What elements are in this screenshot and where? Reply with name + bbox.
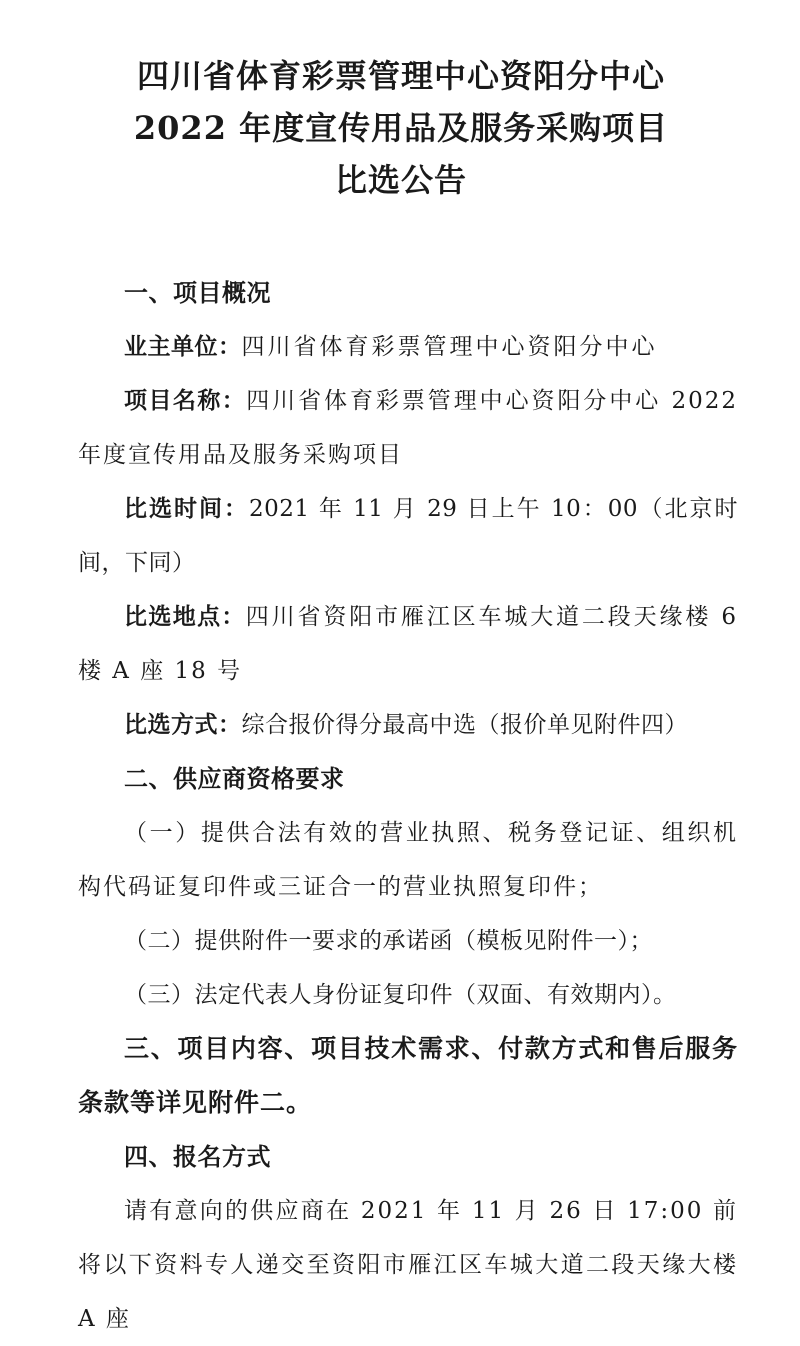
owner-label: 业主单位： xyxy=(124,333,242,360)
method-label: 比选方式： xyxy=(124,711,242,738)
registration-paragraph: 请有意向的供应商在 2021 年 11 月 26 日 17:00 前将以下资料专人递交至资阳市雁江区车城大道二段天缘大楼 A 座 xyxy=(78,1198,738,1332)
owner-value: 四川省体育彩票管理中心资阳分中心 xyxy=(241,334,658,360)
owner-paragraph xyxy=(78,320,738,374)
project-name-value: 四川省体育彩票管理中心资阳分中心 2022 年度宣传用品及服务采购项目 xyxy=(78,388,738,468)
project-name-label: 项目名称： xyxy=(124,387,247,414)
time-label: 比选时间： xyxy=(124,495,250,522)
time-paragraph xyxy=(78,482,738,590)
document-title xyxy=(64,50,738,206)
title-line-3: 比选公告 xyxy=(334,161,467,199)
requirement-item-2: （二）提供附件一要求的承诺函（模板见附件一）； xyxy=(124,928,653,954)
section-1-heading: 一、项目概况 xyxy=(124,278,271,307)
time-value: 2021 年 11 月 29 日上午 10：00（北京时间，下同） xyxy=(78,496,739,576)
place-value: 四川省资阳市雁江区车城大道二段天缘楼 6 楼 A 座 18 号 xyxy=(78,604,738,684)
project-name-paragraph xyxy=(78,374,738,482)
method-paragraph xyxy=(78,698,738,752)
method-value: 综合报价得分最高中选（报价单见附件四） xyxy=(241,712,688,738)
place-label: 比选地点： xyxy=(124,603,246,630)
requirement-item-3: （三）法定代表人身份证复印件（双面、有效期内）。 xyxy=(124,982,677,1008)
title-line-1: 四川省体育彩票管理中心资阳分中心 xyxy=(136,57,665,95)
section-4-heading: 四、报名方式 xyxy=(124,1142,271,1171)
section-2-heading: 二、供应商资格要求 xyxy=(124,764,345,793)
document-body xyxy=(78,266,738,1346)
requirement-item-1: （一）提供合法有效的营业执照、税务登记证、组织机构代码证复印件或三证合一的营业执照复印件； xyxy=(78,820,738,900)
place-paragraph xyxy=(78,590,738,698)
section-3-heading: 三、项目内容、项目技术需求、付款方式和售后服务条款等详见附件二。 xyxy=(78,1034,738,1117)
title-line-2: 2022 年度宣传用品及服务采购项目 xyxy=(133,109,669,147)
